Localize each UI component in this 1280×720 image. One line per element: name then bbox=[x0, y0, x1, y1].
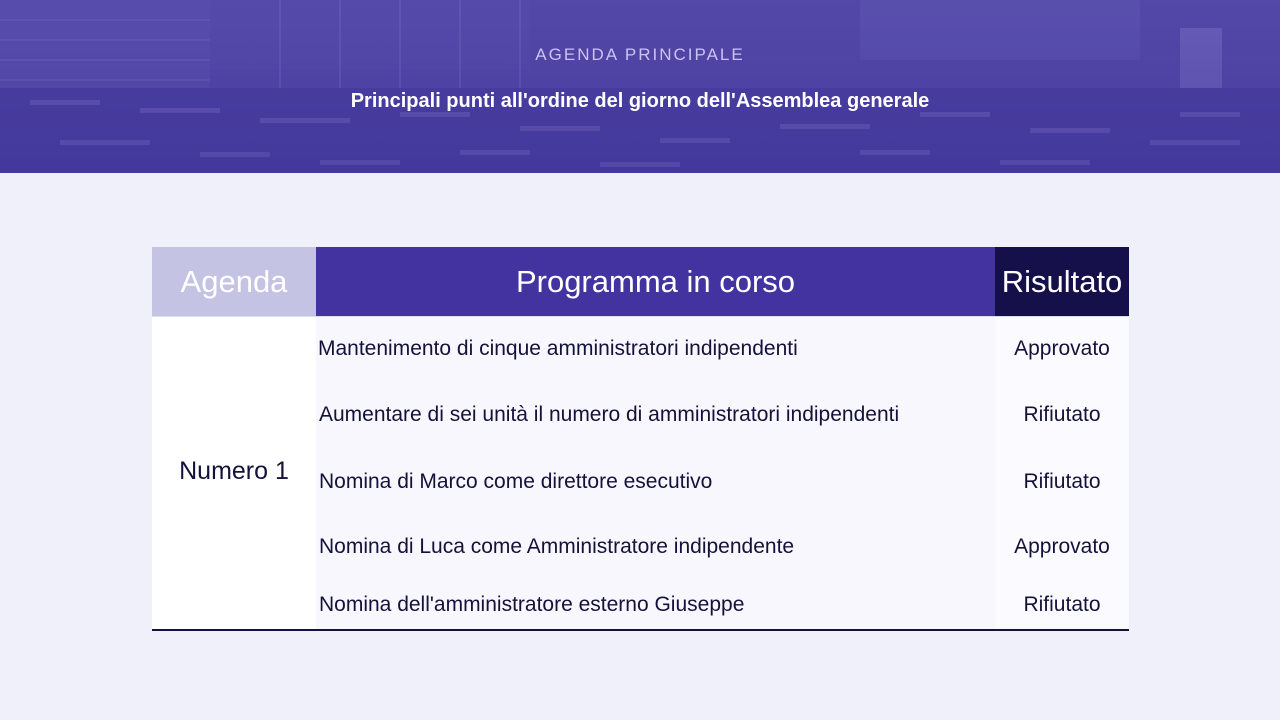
result-cell: Approvato bbox=[1014, 535, 1110, 558]
banner-overlay bbox=[0, 0, 1280, 173]
table-row bbox=[152, 535, 1129, 565]
program-cell: Aumentare di sei unità il numero di amministratori indipendenti bbox=[319, 403, 900, 426]
header-banner bbox=[0, 0, 1280, 173]
table-row bbox=[152, 593, 1129, 623]
result-cell: Rifiutato bbox=[1023, 593, 1101, 616]
table-row bbox=[152, 403, 1129, 433]
table-row bbox=[152, 337, 1129, 367]
banner-kicker: AGENDA PRINCIPALE bbox=[535, 45, 745, 64]
program-cell: Nomina di Marco come direttore esecutivo bbox=[319, 470, 713, 493]
page-title: Principali punti all'ordine del giorno dell'Assemblea generale bbox=[350, 90, 930, 112]
header-program: Programma in corso bbox=[316, 247, 995, 316]
agenda-cell: Numero 1 bbox=[179, 457, 289, 485]
table-row bbox=[152, 470, 1129, 500]
result-cell: Approvato bbox=[1014, 337, 1110, 360]
result-cell: Rifiutato bbox=[1023, 470, 1101, 493]
agenda-table bbox=[152, 247, 1129, 631]
program-cell: Nomina dell'amministratore esterno Giuseppe bbox=[319, 593, 745, 616]
header-divider bbox=[152, 316, 1129, 317]
program-cell: Nomina di Luca come Amministratore indipendente bbox=[319, 535, 795, 558]
header-agenda: Agenda bbox=[152, 247, 316, 316]
program-cell: Mantenimento di cinque amministratori indipendenti bbox=[318, 337, 798, 360]
header-result: Risultato bbox=[995, 247, 1129, 316]
result-cell: Rifiutato bbox=[1023, 403, 1101, 426]
